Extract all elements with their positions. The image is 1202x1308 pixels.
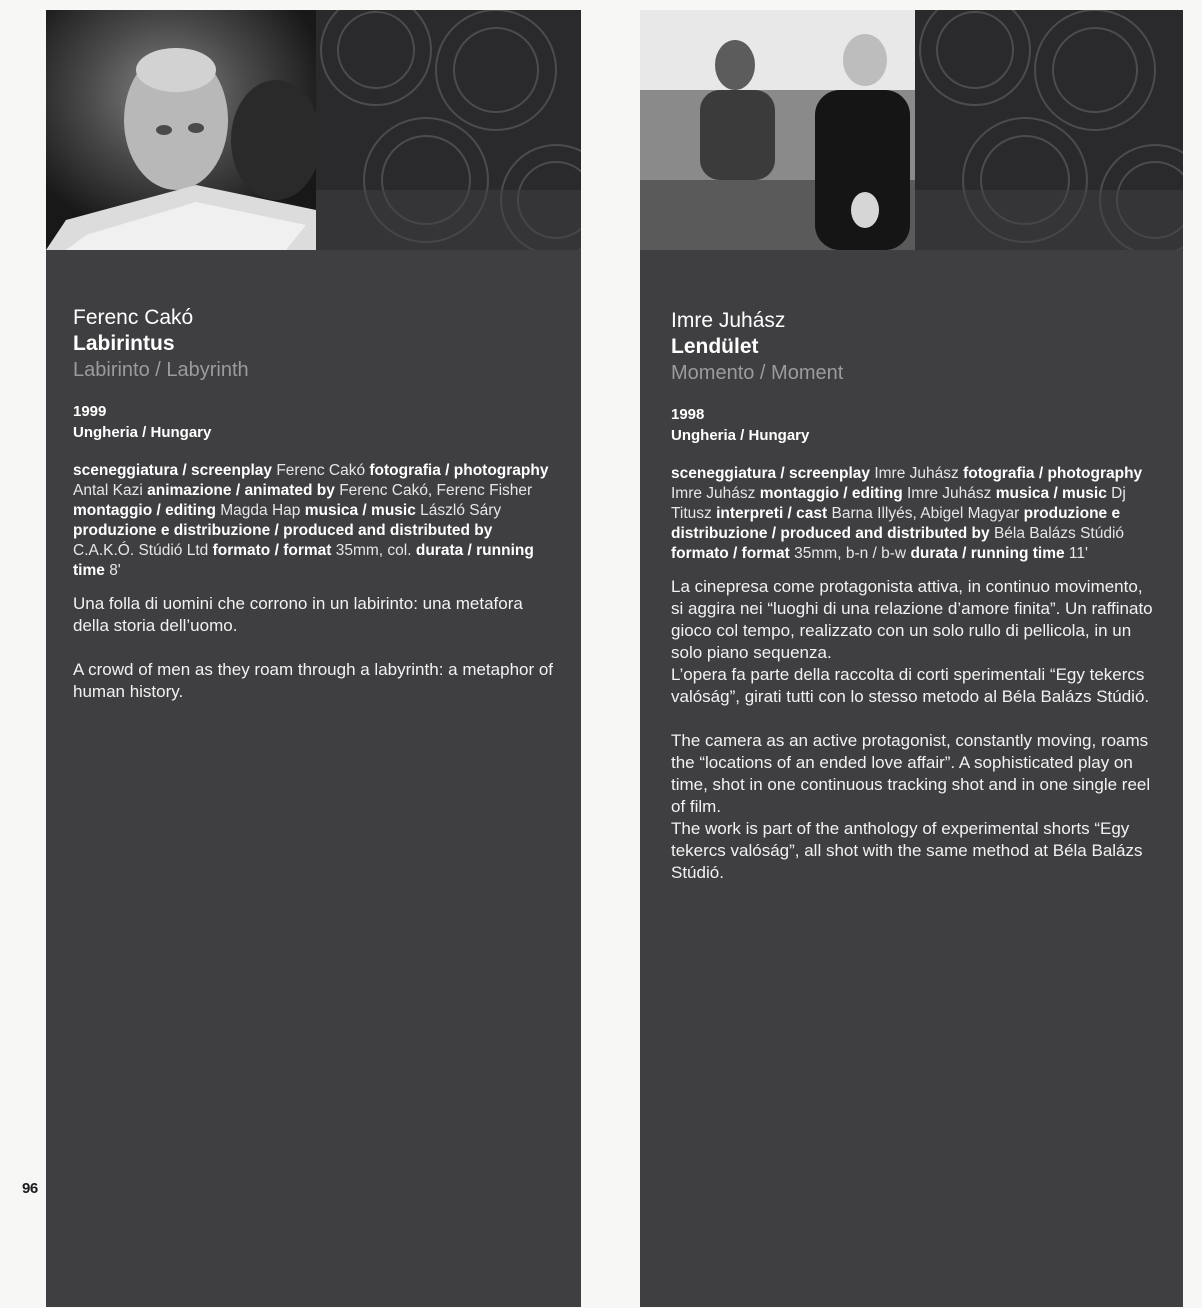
credit-key: durata / running time: [910, 545, 1065, 562]
credit-key: fotografia / photography: [369, 462, 549, 479]
film-subtitle: Labirinto / Labyrinth: [73, 359, 249, 381]
film-credits: [671, 464, 1157, 564]
film-reel-decoration: [316, 10, 581, 250]
credit-key: formato / format: [671, 545, 790, 562]
credit-key: animazione / animated by: [147, 482, 335, 499]
credit-key: fotografia / photography: [963, 465, 1143, 482]
description-english: [73, 659, 557, 703]
film-subtitle: Momento / Moment: [671, 362, 844, 384]
credit-value: 8': [109, 562, 121, 579]
credit-key: montaggio / editing: [759, 485, 903, 502]
film-still-image: [640, 10, 915, 250]
film-panel-lendulet: [640, 10, 1183, 1307]
credit-value: Ferenc Cakó: [276, 462, 366, 479]
film-title: Lendület: [671, 335, 759, 358]
description-italian: [671, 576, 1157, 708]
film-title: Labirintus: [73, 332, 175, 355]
header-image-strip: [640, 10, 1183, 250]
credit-value: László Sáry: [420, 502, 502, 519]
credit-key: sceneggiatura / screenplay: [671, 465, 871, 482]
credit-value: Imre Juhász: [671, 485, 756, 502]
film-info-lendulet: [671, 308, 1157, 884]
film-still-image: [46, 10, 316, 250]
film-country: Ungheria / Hungary: [671, 427, 810, 444]
credit-key: produzione e distribuzione / produced and distributed by: [73, 522, 493, 539]
description-paragraph: The camera as an active protagonist, constantly moving, roams the “locations of an ended love affair”. A sophisticated play on time, shot in one continuous tracking shot and in one single reel of film.: [671, 731, 1151, 816]
description-english: [671, 730, 1157, 884]
credit-value: Imre Juhász: [874, 465, 959, 482]
credit-value: 11': [1068, 545, 1088, 562]
credit-key: formato / format: [212, 542, 332, 559]
description-paragraph: L’opera fa parte della raccolta di corti sperimentali “Egy tekercs valóság”, girati tutti con lo stesso metodo al Béla Balázs Stúdió.: [671, 665, 1150, 706]
credit-key: montaggio / editing: [73, 502, 216, 519]
credit-value: Ferenc Cakó, Ferenc Fisher: [339, 482, 533, 499]
credit-value: 35mm, b-n / b-w: [794, 545, 907, 562]
description-paragraph: La cinepresa come protagonista attiva, in continuo movimento, si aggira nei “luoghi di una relazione d’amore finita”. Un raffinato gioco col tempo, realizzato con un solo rullo di pellicola, in un solo piano sequenza.: [671, 577, 1153, 662]
film-panel-labirintus: [46, 10, 581, 1307]
credit-value: Dj Titusz: [671, 485, 1126, 522]
description-paragraph: Una folla di uomini che corrono in un labirinto: una metafora della storia dell’uomo.: [73, 594, 523, 635]
credit-value: Magda Hap: [220, 502, 301, 519]
film-year: 1998: [671, 406, 705, 423]
header-image-strip: [46, 10, 581, 250]
film-year: 1999: [73, 403, 107, 420]
credit-value: Béla Balázs Stúdió: [993, 525, 1125, 542]
credit-key: musica / music: [304, 502, 416, 519]
credit-value: Imre Juhász: [906, 485, 992, 502]
credit-value: C.A.K.Ó. Stúdió Ltd: [73, 542, 209, 559]
film-reel-decoration: [915, 10, 1183, 250]
credit-key: produzione e distribuzione / produced and distributed by: [671, 505, 1121, 542]
film-info-labirintus: [73, 305, 557, 703]
credit-value: Barna Illyés, Abigel Magyar: [831, 505, 1020, 522]
credit-key: interpreti / cast: [716, 505, 828, 522]
credit-key: sceneggiatura / screenplay: [73, 462, 273, 479]
description-paragraph: The work is part of the anthology of experimental shorts “Egy tekercs valóság”, all shot with the same method at Béla Balázs Stúdió.: [671, 819, 1143, 882]
description-paragraph: A crowd of men as they roam through a labyrinth: a metaphor of human history.: [73, 660, 554, 701]
description-italian: [73, 593, 557, 637]
film-country: Ungheria / Hungary: [73, 424, 212, 441]
film-credits: [73, 461, 557, 581]
credit-key: musica / music: [995, 485, 1107, 502]
director-name: Imre Juhász: [671, 309, 786, 332]
credit-value: Antal Kazi: [73, 482, 143, 499]
page-number: 96: [22, 1180, 38, 1197]
credit-value: 35mm, col.: [335, 542, 412, 559]
credit-key: durata / running time: [73, 542, 534, 579]
director-name: Ferenc Cakó: [73, 306, 194, 329]
